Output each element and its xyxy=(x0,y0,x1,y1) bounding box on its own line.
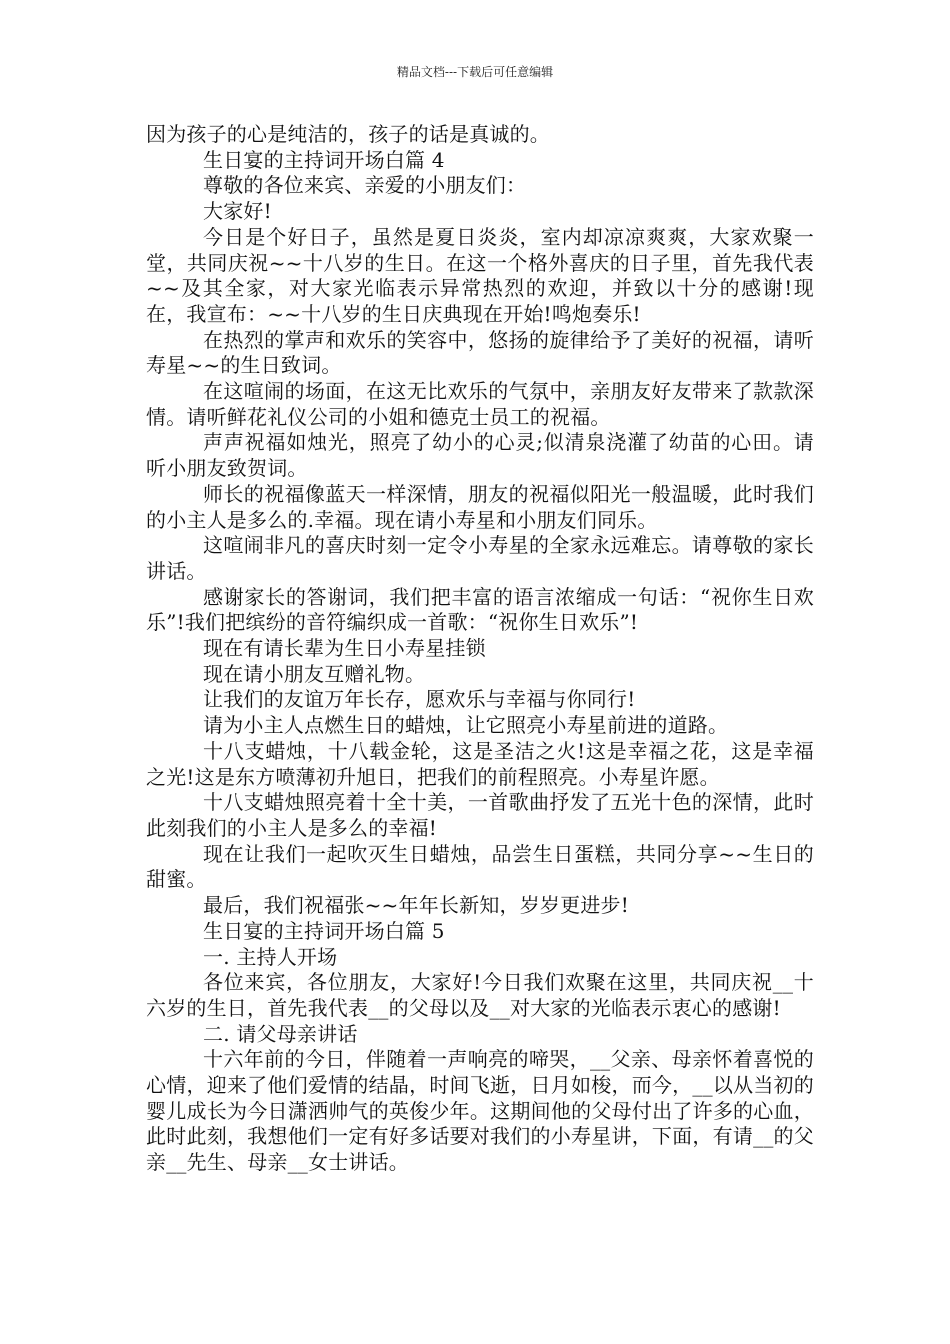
paragraph: 今日是个好日子，虽然是夏日炎炎，室内却凉凉爽爽，大家欢聚一堂，共同庆祝~~十八岁的生日。在这一个格外喜庆的日子里，首先我代表~~及其全家，对大家光临表示异常热烈的欢迎，并致以十分的感谢!现在，我宣布：~~十八岁的生日庆典现在开始!鸣炮奏乐! xyxy=(146,224,814,326)
paragraph: 生日宴的主持词开场白篇 5 xyxy=(203,918,445,943)
paragraph: 十八支蜡烛照亮着十全十美，一首歌曲抒发了五光十色的深情，此时此刻我们的小主人是多么的幸福! xyxy=(146,790,814,840)
paragraph: 二. 请父母亲讲话 xyxy=(203,1021,358,1046)
paragraph: 这喧闹非凡的喜庆时刻一定令小寿星的全家永远难忘。请尊敬的家长讲话。 xyxy=(146,533,814,583)
paragraph: 因为孩子的心是纯洁的，孩子的话是真诚的。 xyxy=(146,122,550,146)
paragraph: 现在有请长辈为生日小寿星挂锁 xyxy=(203,636,486,661)
paragraph: 现在让我们一起吹灭生日蜡烛，品尝生日蛋糕，共同分享~~生日的甜蜜。 xyxy=(146,841,814,892)
paragraph: 十六年前的今日，伴随着一声响亮的啼哭，__父亲、母亲怀着喜悦的心情，迎来了他们爱情的结晶，时间飞逝，日月如梭，而今，__以从当初的婴儿成长为今日潇洒帅气的英俊少年。这期间他的父母付出了许多的心血，此时此刻，我想他们一定有好多话要对我们的小寿星讲，下面，有请__的父亲__先生、母亲__女士讲话。 xyxy=(146,1047,814,1175)
paragraph: 感谢家长的答谢词，我们把丰富的语言浓缩成一句话：“祝你生日欢乐”!我们把缤纷的音符编织成一首歌：“祝你生日欢乐”! xyxy=(146,584,814,635)
paragraph: 请为小主人点燃生日的蜡烛，让它照亮小寿星前进的道路。 xyxy=(203,713,729,738)
paragraph: 尊敬的各位来宾、亲爱的小朋友们： xyxy=(203,173,527,198)
paragraph: 最后，我们祝福张~~年年长新知，岁岁更进步! xyxy=(203,893,629,918)
page-header: 精品文档---下载后可任意编辑 xyxy=(396,65,554,79)
paragraph: 师长的祝福像蓝天一样深情，朋友的祝福似阳光一般温暖，此时我们的小主人是多么的.幸福。现在请小寿星和小朋友们同乐。 xyxy=(146,481,814,532)
paragraph: 各位来宾，各位朋友，大家好!今日我们欢聚在这里，共同庆祝__十六岁的生日，首先我代表__的父母以及__对大家的光临表示衷心的感谢! xyxy=(146,970,814,1020)
paragraph: 一. 主持人开场 xyxy=(203,944,338,969)
paragraph: 在热烈的掌声和欢乐的笑容中，悠扬的旋律给予了美好的祝福，请听寿星~~的生日致词。 xyxy=(146,327,814,378)
paragraph: 大家好! xyxy=(203,199,272,224)
paragraph: 现在请小朋友互赠礼物。 xyxy=(203,661,426,686)
document-body xyxy=(146,122,814,1176)
paragraph: 让我们的友谊万年长存，愿欢乐与幸福与你同行! xyxy=(203,687,636,712)
paragraph: 十八支蜡烛，十八载金轮，这是圣洁之火!这是幸福之花，这是幸福之光!这是东方喷薄初升旭日，把我们的前程照亮。小寿星许愿。 xyxy=(146,738,814,789)
paragraph: 声声祝福如烛光，照亮了幼小的心灵;似清泉浇灌了幼苗的心田。请听小朋友致贺词。 xyxy=(146,430,814,481)
paragraph: 生日宴的主持词开场白篇 4 xyxy=(203,147,445,172)
paragraph: 在这喧闹的场面，在这无比欢乐的气氛中，亲朋友好友带来了款款深情。请听鲜花礼仪公司的小姐和德克士员工的祝福。 xyxy=(146,379,814,429)
